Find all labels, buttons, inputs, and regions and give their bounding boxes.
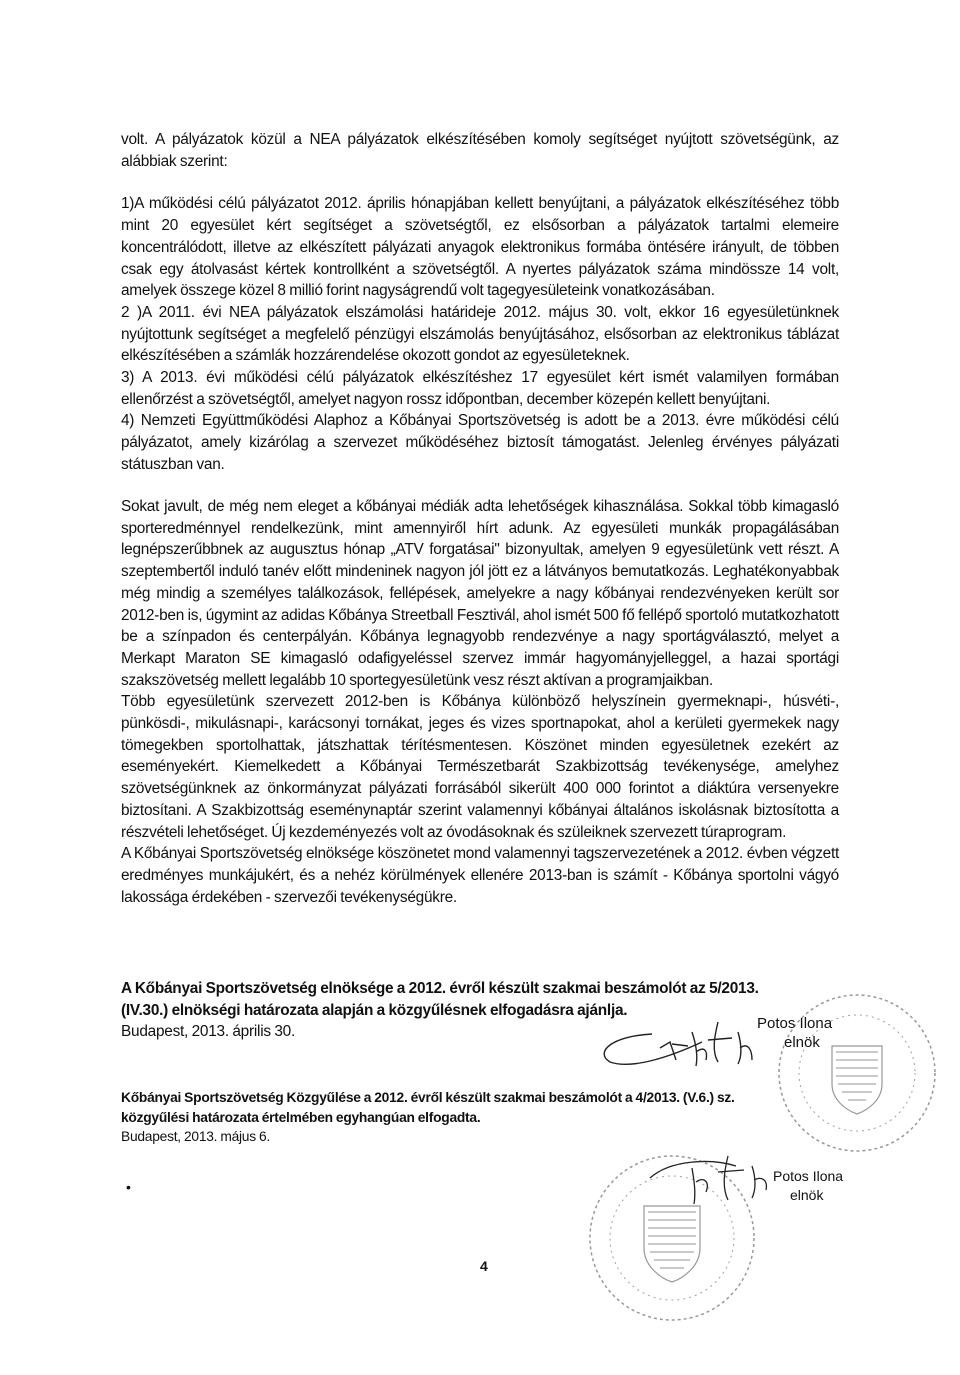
resolution-assembly-line2: közgyűlési határozata értelmében egyhangúan elfogadta. — [121, 1109, 481, 1125]
list-item-4: 4) Nemzeti Együttműködési Alaphoz a Kőbányai Sportszövetség is adott be a 2013. évre működési célú pályázatot, amely kizárólag a szervezet működéséhez biztosít támogatást. Jelenleg érvényes pályázati státuszban van. — [121, 412, 839, 473]
list-item-1: 1)A működési célú pályázatot 2012. április hónapjában kellett benyújtani, a pályázatok elkészítéséhez több mint 20 egyesület kért segítséget a szövetségtől, ez elsősorban a pályázatok tartalmi elemeire koncentrálódott, illetve az elkészített pályázati anyagok elektronikus formába öntésére irányult, de többen csak egy átolvasást kértek kontrollként a szövetségtől. A nyertes pályázatok száma mindössze 14 volt, amelyek összege közel 8 millió forint nagyságrendű volt tagegyesületeink vonatkozásában. — [121, 195, 839, 300]
paragraph-intro: volt. A pályázatok közül a NEA pályázatok elkészítésében komoly segítséget nyújtott szövetségünk, az alábbiak szerint: — [121, 131, 839, 170]
paragraph-events: Több egyesületünk szervezett 2012-ben is Kőbánya különböző helyszínein gyermeknapi-, húsvéti-, pünkösdi-, mikulásnapi-, karácsonyi tornákat, jeges és vizes sportnapokat, ahol a kerületi gyermekek nagy tömegekben sportolhattak, játszhattak térítésmentesen. Köszönet minden egyesületnek ezekért az eseményekért. Kiemelkedett a Kőbányai Természetbarát Szakbizottság tevékenysége, amelyhez szövetségünknek az önkormányzat pályázati forrásából sikerült 400 000 forintot a diáktúra versenyekre biztosítani. A Szakbizottság eseménynaptár szerint valamennyi kőbányai általános iskolásnak biztosította a részvételi lehetőséget. Új kezdeményezés volt az óvodásoknak és szüleiknek szervezett túraprogram. — [121, 693, 839, 841]
list-item-2: 2 )A 2011. évi NEA pályázatok elszámolási határideje 2012. május 30. volt, ekkor 16 egyesületünknek nyújtottunk segítséget a megfelelő pénzügyi elszámolás benyújtásához, elsősorban az elektronikus táblázat elkészítésében a számlák hozzárendelése okozott gondot az egyesületeknek. — [121, 303, 839, 365]
page-number: 4 — [480, 1258, 488, 1274]
resolution-board-place-date: Budapest, 2013. április 30. — [121, 1023, 295, 1041]
signer-1-title: elnök — [784, 1034, 820, 1051]
resolution-board-line2: (IV.30.) elnökségi határozata alapján a közgyűlésnek elfogadásra ajánlja. — [121, 1001, 628, 1019]
resolution-board-line1: A Kőbányai Sportszövetség elnöksége a 2012. évről készült szakmai beszámolót az 5/2013. — [121, 980, 759, 997]
organization-seal-1 — [768, 988, 946, 1158]
organization-seal-2 — [580, 1150, 764, 1326]
stray-bullet: • — [126, 1179, 131, 1195]
paragraph-media: Sokat javult, de még nem eleget a kőbányai médiák adta lehetőségek kihasználása. Sokkal több kimagasló sporteredménnyel rendelkezünk, mint amennyiről hírt adunk. Az egyesületi munkák propagálásában legnépszerűbbnek az augusztus hónap „ATV forgatásai" bizonyultak, amelyen 9 egyesületünk vett részt. A szeptembertől induló tanév előtt mindeninek nagyon jól jött ez a látványos bemutatkozás. Leghatékonyabbak még mindig a személyes találkozások, fellépések, amelyekre a nagy kőbányai rendezvényeken került sor 2012-ben is, úgymint az adidas Kőbánya Streetball Fesztivál, ahol ismét 500 fő fellépő sportoló mutatkozhatott be a színpadon és centerpályán. Kőbánya legnagyobb rendezvénye a nagy sportágválasztó, melyet a Merkapt Maraton SE kimagasló odafigyeléssel szervez immár hagyományjelleggel, a hazai sportági szakszövetség mellett legalább 10 sportegyesületünk vesz részt aktívan a programjaikban. — [121, 498, 839, 689]
signature-1 — [592, 1012, 762, 1074]
signer-block-2 — [773, 1167, 843, 1205]
resolution-assembly — [121, 1088, 839, 1147]
resolution-assembly-place-date: Budapest, 2013. május 6. — [121, 1129, 270, 1144]
resolution-assembly-line1: Kőbányai Sportszövetség Közgyűlése a 2012. évről készült szakmai beszámolót a 4/2013. (V.6.) sz. — [121, 1090, 735, 1105]
body-section-1 — [121, 129, 839, 476]
list-item-3: 3) A 2013. évi működési célú pályázatok elkészítéshez 17 egyesület kért ismét valamilyen formában ellenőrzést a szövetségtől, amelyet nagyon rossz időpontban, december közepén kellett benyújtani. — [121, 369, 839, 408]
signer-1-name: Potos Ilona — [757, 1015, 833, 1032]
signer-2-name: Potos Ilona — [773, 1168, 844, 1184]
paragraph-thanks: A Kőbányai Sportszövetség elnöksége köszönetet mond valamennyi tagszervezetének a 2012. évben végzett eredményes munkájukért, és a nehéz körülmények ellenére 2013-ban is számít - Kőbánya sportolni vágyó lakossága érdekében - szervezői tevékenységükre. — [121, 845, 839, 906]
signer-2-title: elnök — [790, 1187, 824, 1203]
body-section-2 — [121, 496, 839, 908]
